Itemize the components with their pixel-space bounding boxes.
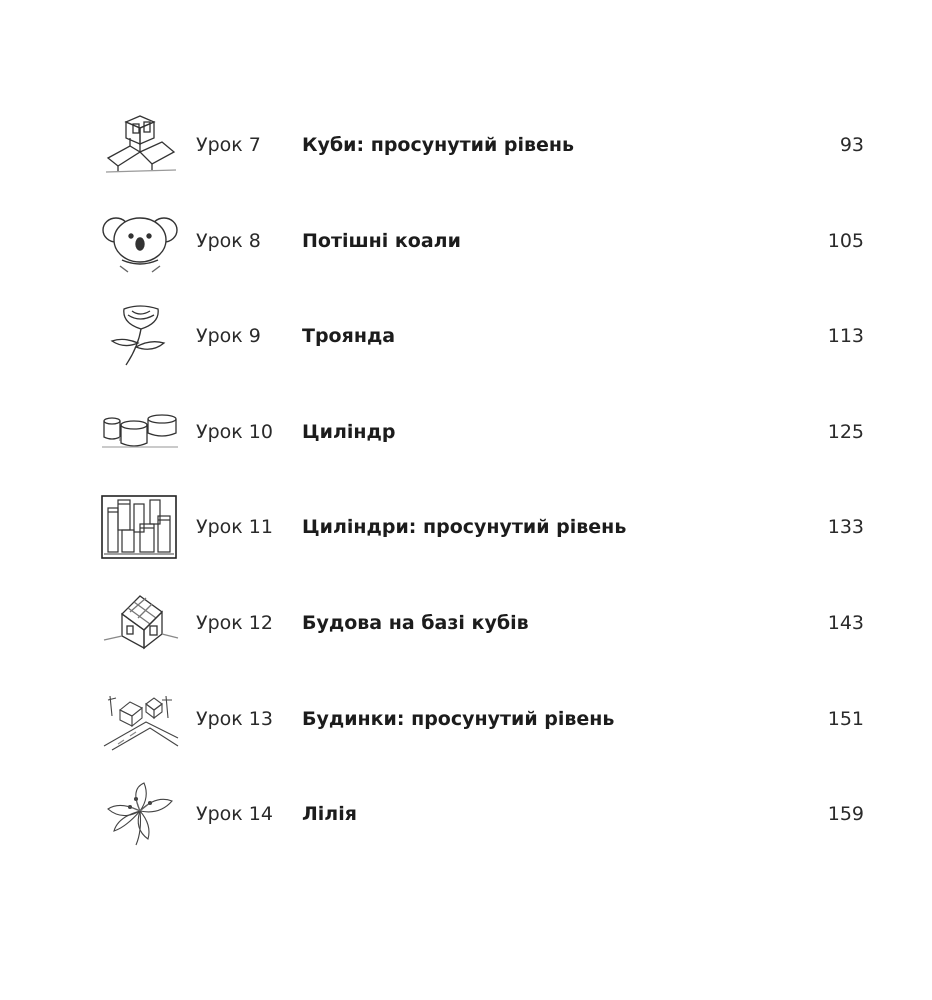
page-number: 151 (827, 707, 864, 730)
cubes-tower-icon (100, 112, 180, 178)
page-number: 143 (827, 611, 864, 634)
toc-entry[interactable] (0, 98, 932, 194)
lily-icon (100, 781, 180, 847)
lesson-number: Урок 11 (196, 516, 273, 539)
table-of-contents (0, 98, 932, 863)
lesson-title[interactable]: Циліндр (302, 420, 396, 443)
houses-street-icon (100, 686, 180, 752)
page-number: 125 (827, 420, 864, 443)
lesson-title[interactable]: Циліндри: просунутий рівень (302, 516, 627, 539)
toc-entry[interactable] (0, 767, 932, 863)
toc-entry[interactable] (0, 672, 932, 768)
toc-entry[interactable] (0, 480, 932, 576)
lesson-title[interactable]: Будинки: просунутий рівень (302, 707, 615, 730)
lesson-number: Урок 13 (196, 707, 273, 730)
page-number: 113 (827, 325, 864, 348)
house-icon (100, 590, 180, 656)
page-number: 159 (827, 803, 864, 826)
lesson-number: Урок 9 (196, 325, 261, 348)
lesson-number: Урок 10 (196, 420, 273, 443)
lesson-title[interactable]: Троянда (302, 325, 396, 348)
lesson-title[interactable]: Лілія (302, 803, 357, 826)
toc-entry[interactable] (0, 194, 932, 290)
toc-entry[interactable] (0, 385, 932, 481)
lesson-number: Урок 12 (196, 611, 273, 634)
lesson-number: Урок 14 (196, 803, 273, 826)
page-number: 133 (827, 516, 864, 539)
lesson-title[interactable]: Потішні коали (302, 229, 461, 252)
lesson-number: Урок 8 (196, 229, 261, 252)
toc-entry[interactable] (0, 289, 932, 385)
cylinder-city-icon (100, 494, 180, 560)
lesson-title[interactable]: Будова на базі кубів (302, 611, 529, 634)
page-number: 93 (839, 134, 864, 156)
rose-icon (100, 303, 180, 369)
cylinders-icon (100, 399, 180, 465)
lesson-title[interactable]: Куби: просунутий рівень (302, 134, 575, 156)
page-number: 105 (827, 229, 864, 252)
koala-icon (100, 208, 180, 274)
toc-entry[interactable] (0, 576, 932, 672)
lesson-number: Урок 7 (196, 134, 261, 156)
